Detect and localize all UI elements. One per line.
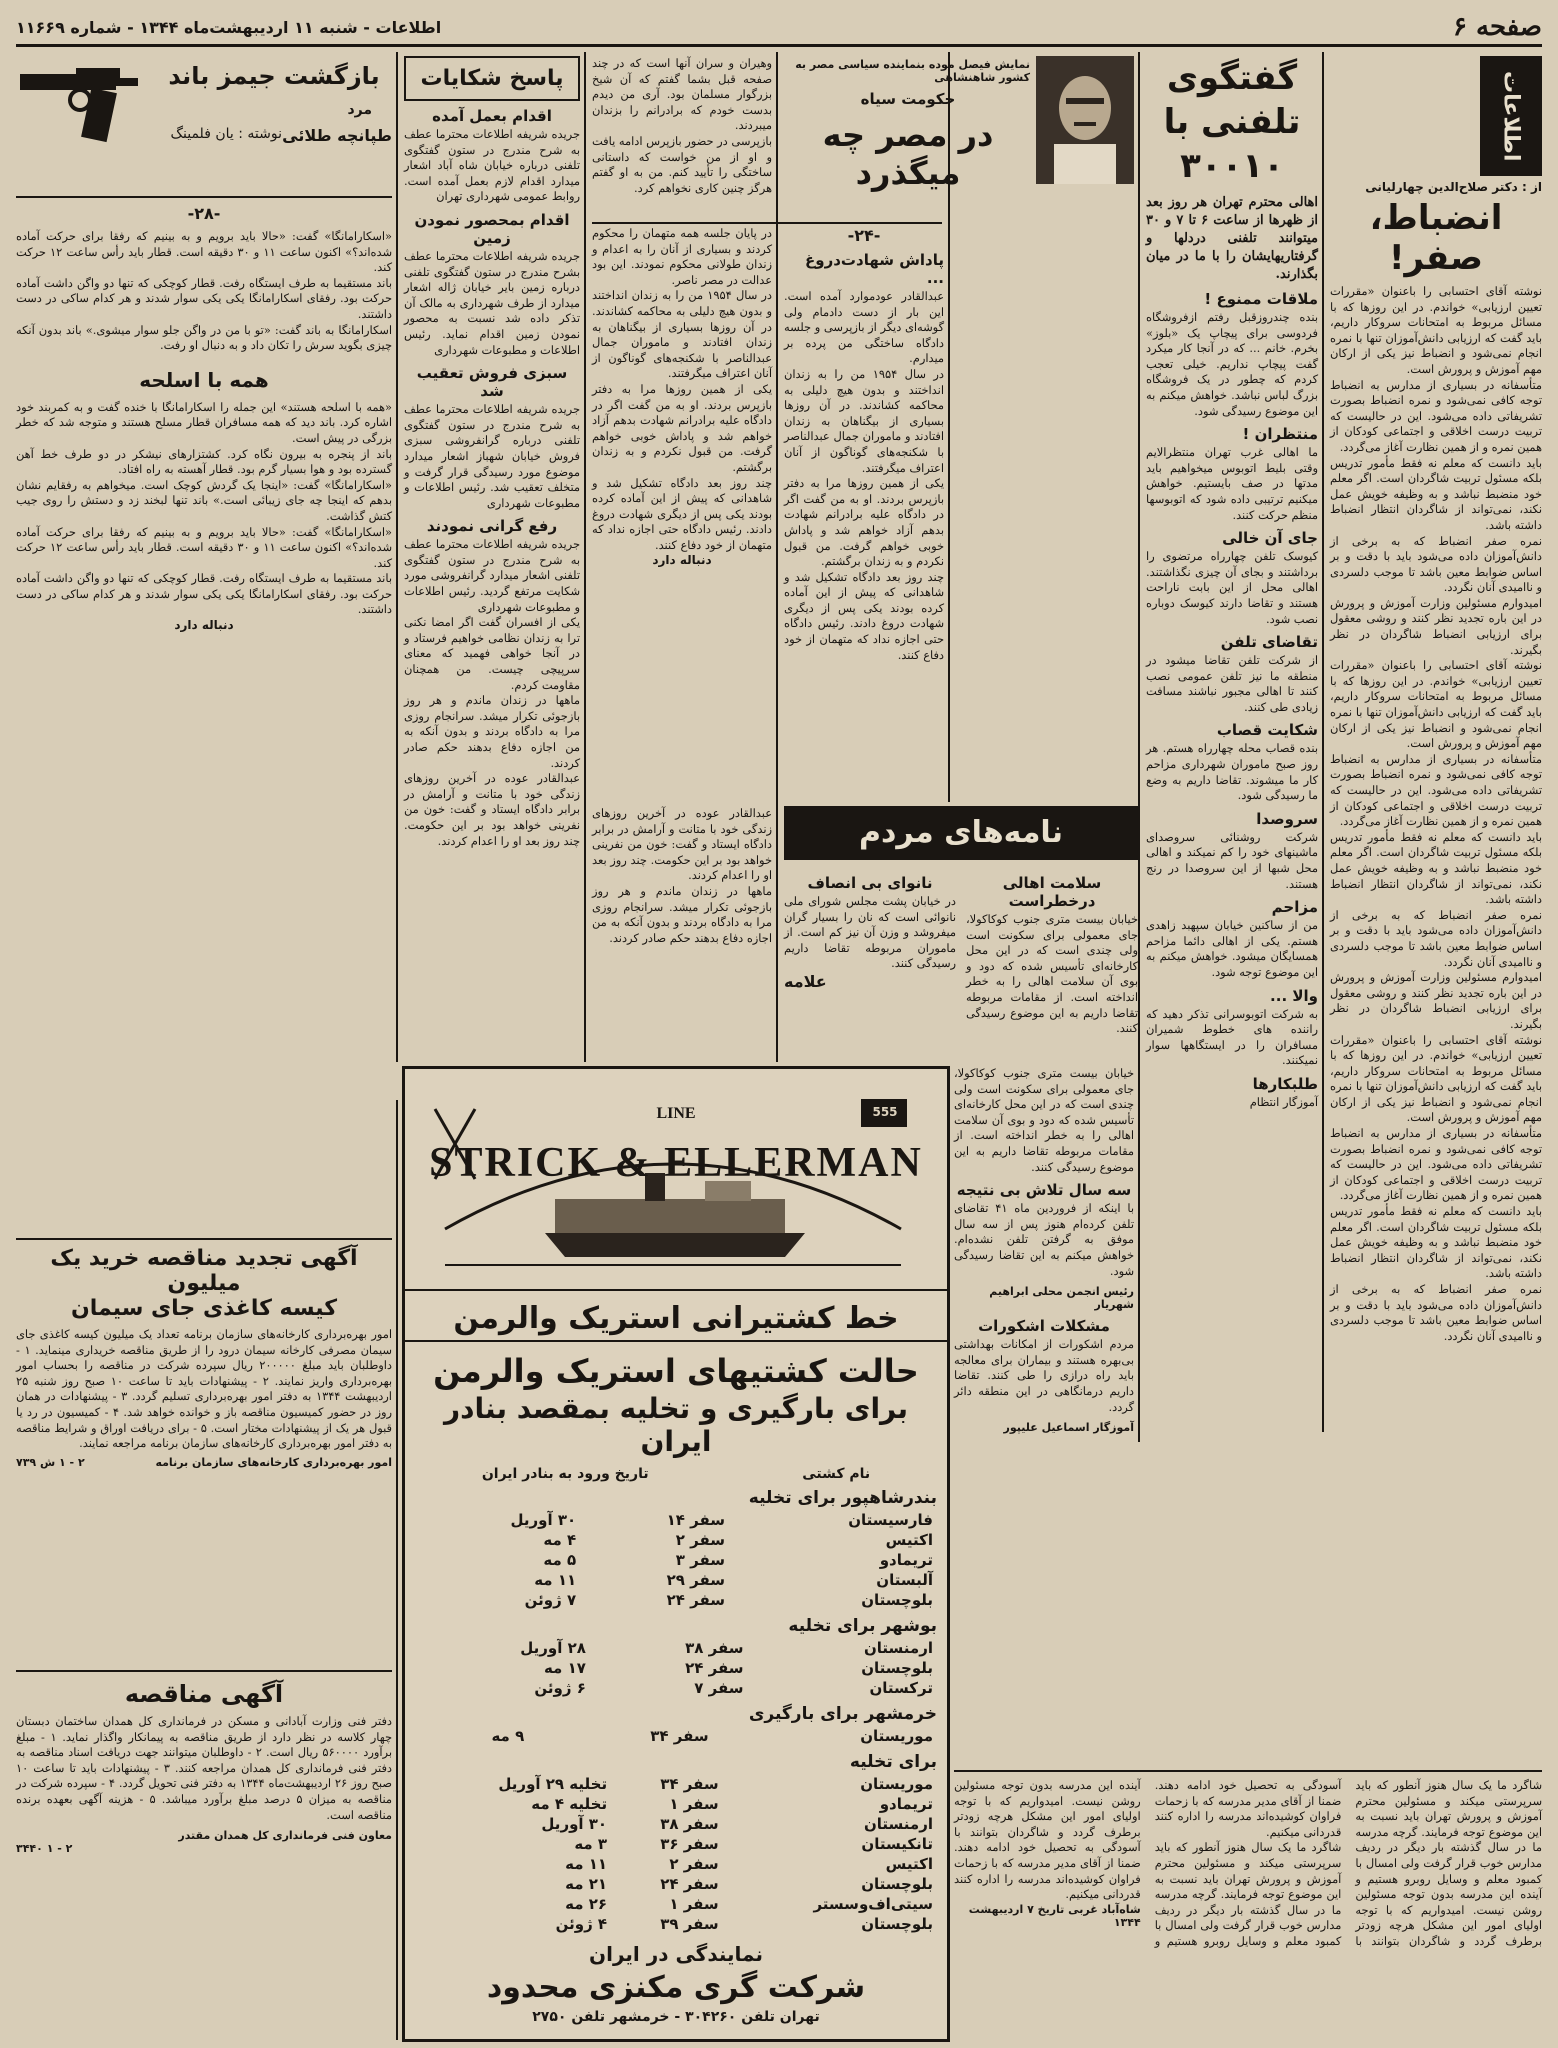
table-row xyxy=(415,1678,937,1698)
article-paragraph: باید دانست که معلم نه فقط مأمور تدریس بلکه مسئول تربیت شاگردان است. اگر معلم خود منضبط نباشد و به وظیفه خویش عمل نکند، نمی‌تواند از شاگردان انتظار انضباط داشته باشد. xyxy=(1326,1204,1542,1281)
arrival-date: تخلیه ۲۹ آوریل xyxy=(498,1775,608,1793)
egypt-column-a xyxy=(780,226,945,802)
page-header xyxy=(16,10,1542,47)
answer-heading: سبزی فروش تعقیب شد xyxy=(416,364,568,401)
section-text: آموزگار انتظام xyxy=(1249,1094,1318,1109)
tender-body: امور بهره‌برداری کارخانه‌های سازمان برنامه تعداد یک میلیون کیسه کاغذی جای سیمان مصرفی کارخانه سیمان درود را از طریق مناقصه خریداری مینماید. ۱ - داوطلبان باید مبلغ ۲۰۰۰۰۰ ریال سپرده شرکت در مناقصه را بحساب امور بهره‌برداری واریز نمایند. ۲ - پیشنهادات باید تا ساعت ۱۰ صبح روز شنبه ۲۵ اردیبهشت ۱۳۴۴ به دفتر امور بهره‌برداری تسلیم گردد. ۳ - پیشنهادات در همان روز در حضور کمیسیون مناقصه باز و خوانده خواهد شد. ۴ - کمیسیون در رد یا قبول هر یک از پیشنهادات مختار است. ۵ - برای دریافت اوراق و شرایط مناقصه به دفتر امور بهره‌برداری کارخانه‌های سازمان برنامه مراجعه نمایند. xyxy=(12,1327,392,1451)
schedule-header xyxy=(405,1466,947,1482)
arrival-date: ۲۱ مه xyxy=(565,1875,608,1893)
arrival-date: ۲۶ مه xyxy=(565,1895,608,1913)
section-text: من از ساکنین خیابان سپهبد زاهدی هستم. یکی از اهالی دائما مزاحم همسایگان میشود. خواهش میکنم به این موضوع توجه شود. xyxy=(1142,918,1318,979)
voyage: سفر ۲۴ xyxy=(660,1875,719,1893)
serial-paragraph: «اسکارامانگا» گفت: «حالا باید برویم و به بینیم که رفقا برای حرکت آماده شده‌اند؟» اکنون ساعت ۱۱ و ۳۰ دقیقه است. قطار باید رأس ساعت ۱۲ حرکت کند. xyxy=(12,229,392,275)
letter-signature: آموزگار اسماعیل علیپور xyxy=(1003,1421,1134,1435)
table-row xyxy=(415,1530,937,1550)
bond-author: نوشته : یان فلمینگ xyxy=(170,126,282,142)
voyage: سفر ۳۴ xyxy=(660,1775,719,1793)
article-paragraph: نوشته آقای احتسابی را باعنوان «مقررات تعیین ارزیابی» خواندم. در این روزها که با مسائل مربوط به امتحانات سروکار داریم، باید گفت که ارزیابی دانش‌آموزان تنها با نمره انجام نمی‌شود و انضباط نیز یکی از ارکان مهم آموزش و پرورش است. xyxy=(1326,284,1542,376)
section-heading: پاداش شهادت‌دروغ ... xyxy=(805,251,944,287)
letters-column-2 xyxy=(950,1066,1134,1756)
answer-heading: اقدام بعمل آمده xyxy=(432,107,552,125)
divider xyxy=(16,196,392,198)
article-paragraph: عبدالقادر عودموارد آمده است. این بار از دست دادمام ولی گوشه‌ای دیگر از بازپرسی و جلسه دادگاه ساختگی من پرده بر میدارم. xyxy=(780,289,944,366)
arrival-date: ۴ مه xyxy=(543,1531,577,1549)
voyage: سفر ۳۹ xyxy=(660,1915,719,1933)
feature-paragraph: عبدالقادر عوده در آخرین روزهای زندگی خود با متانت و آرامش در برابر دادگاه ایستاد و گفت: خون من نفرینی خواهد بود بر این حکومت. چند روز بعد او را اعدام کردند. xyxy=(400,771,580,848)
table-row xyxy=(415,1774,937,1794)
letters-banner: نامه‌های مردم xyxy=(784,806,1138,860)
arrival-date: ۳ مه xyxy=(574,1835,608,1853)
voyage: سفر ۲۴ xyxy=(666,1591,725,1609)
port-label: بوشهر برای تخلیه xyxy=(788,1616,937,1636)
answer-text: جریده شریفه اطلاعات محترما عطف به شرح مندرج در ستون گفتگوی تلفنی اشعار میدارد گرانفروشی مورد شکایت مرتفع گردید. رئیس اطلاعات و مطبوعات شهرداری xyxy=(400,537,580,614)
ship-name: بلوچستان xyxy=(861,1875,933,1893)
arrival-date: ۹ مه xyxy=(491,1727,525,1745)
ship-name: تریمادو xyxy=(879,1551,933,1569)
arrival-date: ۶ ژوئن xyxy=(534,1679,586,1697)
egypt-title: در مصر چه میگذرد xyxy=(822,116,994,192)
article-paragraph: چند روز بعد دادگاه تشکیل شد و شاهدانی که پیش از این آماده کرده بودند یکی پس از دیگری شهادت دروغ دادند. رئیس دادگاه حتی اجازه نداد که متهمان از خود دفاع کنند. xyxy=(780,569,944,662)
ship-name: موریستان xyxy=(860,1727,933,1745)
serial-paragraph: «اسکارامانگا» گفت: «حالا باید برویم و به بینیم که رفقا برای حرکت آماده شده‌اند؟» اکنون ساعت ۱۱ و ۳۰ دقیقه است. قطار باید رأس ساعت ۱۲ حرکت کند. xyxy=(12,524,392,570)
serial-paragraph: باند از پنجره به بیرون نگاه کرد. کشتزارهای نیشکر در دو طرف خط آهن گسترده بود و هوا بسیار گرم بود. قطار آهسته به راه افتاد. xyxy=(12,446,392,477)
article-paragraph: نمره صفر انضباط که به برخی از دانش‌آموزان داده می‌شود باید با دقت و بر اساس ضوابط معین باشد تا موجب دلسردی و ناامیدی آنان نگردد. xyxy=(1326,533,1543,595)
article-paragraph: یکی از همین روزها مرا به دفتر بازپرس بردند. او به من گفت اگر در دادگاه علیه برادرانم شهادت بدهم آزاد خواهم شد و پاداش خوبی خواهم گرفت. من قبول نکردم و به زندان برگشتم. xyxy=(588,381,772,474)
table-row xyxy=(415,1726,937,1746)
ship-name: بلوچستان xyxy=(861,1915,933,1933)
bond-header xyxy=(16,56,392,196)
section-heading: والا ... xyxy=(1270,986,1318,1005)
page-number: صفحه ۶ xyxy=(1453,12,1542,42)
ship-name: تریمادو xyxy=(879,1795,933,1813)
letter-item xyxy=(780,868,956,1037)
table-row xyxy=(415,1834,937,1854)
section-text: به شرکت اتوبوسرانی تذکر دهید که راننده های خطوط شمیران مسافران را در ایستگاهها سوار نمیکنند. xyxy=(1142,1006,1318,1068)
serial-paragraph: «اسکارامانگا» گفت: «اینجا یک گردش کوچک است. میخواهم به رفقایم نشان بدهم که اینجا چه جای زیبائی است.» باند تنها لبخند زد و دستش را روی جیب کتش گذاشت. xyxy=(12,477,392,523)
ship-name: ترکستان xyxy=(869,1679,933,1697)
bond-subtitle-1: مرد xyxy=(347,102,372,118)
ship-name: بلوچستان xyxy=(861,1591,933,1609)
tender-title-2: کیسه کاغذی جای سیمان xyxy=(70,1296,338,1321)
tender-notice-cement xyxy=(12,1246,392,1666)
table-row xyxy=(415,1914,937,1934)
table-row xyxy=(415,1550,937,1570)
arrival-date: ۱۷ مه xyxy=(543,1659,586,1677)
table-row xyxy=(415,1794,937,1814)
ship-name: فارسیستان xyxy=(848,1511,933,1529)
col-header-date: تاریخ ورود به بنادر ایران xyxy=(481,1466,649,1482)
letter-text: خیابان بیست متری جنوب کوکاکولا، جای معمولی برای سکونت است ولی چندی است که در این محل کارخانه‌ای تأسیس شده که دود و بوی آن سلامت اهالی را به خطر انداخته است. از مقامات مربوطه تقاضا داریم به این موضوع رسیدگی کنند. xyxy=(950,1066,1134,1174)
serial-paragraph: اسکارامانگا به باند گفت: «تو با من در واگن جلو سوار میشوی.» باند بدون آنکه چیزی بگوید سرش را تکان داد و به دنبال او رفت. xyxy=(12,322,392,353)
table-row xyxy=(415,1510,937,1530)
letter-bottom-columns xyxy=(950,1778,1542,1950)
tender-title: آگهی مناقصه xyxy=(124,1680,284,1708)
egypt-headline-block xyxy=(784,56,1134,196)
answers-title: پاسخ شکایات xyxy=(404,56,580,101)
schedule-table xyxy=(415,1726,937,1746)
egypt-subhead: حکومت سیاه xyxy=(860,90,956,108)
newspaper-logo: اطلاعات xyxy=(1480,56,1542,176)
letter-text: در خیابان پشت مجلس شورای ملی نانوائی است که نان را بسیار گران میفروشد و وزن آن نیز کم است. از ماموران مربوطه تقاضا داریم رسیدگی کنند. xyxy=(780,894,956,971)
col-header-ship: نام کشتی xyxy=(802,1466,871,1482)
feature-paragraph: یکی از افسران گفت اگر امضا نکنی ترا به زندان نظامی خواهیم فرستاد و در آنجا خواهی فهمید که معنای سرپیچی چیست. من همچنان مقاومت کردم. xyxy=(400,615,580,692)
column-rule xyxy=(1322,52,1324,1432)
arrival-date: ۵ مه xyxy=(543,1551,577,1569)
tender-footer xyxy=(16,1456,392,1469)
letter-heading: سه سال تلاش بی نتیجه xyxy=(956,1181,1132,1200)
section-heading: جای آن خالی xyxy=(1222,529,1318,548)
episode-number: -۲۸- xyxy=(187,204,221,223)
voyage: سفر ۱۴ xyxy=(666,1511,725,1529)
table-row xyxy=(415,1590,937,1610)
answer-text: جریده شریفه اطلاعات محترما عطف به شرح مندرج در ستون گفتگوی تلفنی درباره خیابان شاه آباد اشعار میدارد اقدام لازم بعمل آمده است. روابط عمومی شهرداری تهران xyxy=(400,127,580,204)
section-heading: منتظران ! xyxy=(1242,425,1318,444)
episode-number: -۲۴- xyxy=(847,226,881,245)
issue-line: اطلاعات - شنبه ۱۱ اردیبهشت‌ماه ۱۳۴۴ - شماره ۱۱۶۶۹ xyxy=(16,17,442,37)
letter-text: شاگرد ما یک سال هنوز آنطور که باید سرپرستی میکند و مسئولین محترم آموزش و پرورش تهران باید نسبت به این موضوع توجه فرمایند. گرچه مدرسه ما در سال گذشته بار دیگر در ردیف مدارس خوب قرار گرفت ولی امسال با کمبود معلم و وسایل روبرو هستیم و آینده این مدرسه بدون توجه مسئولین روشن نیست. امیدواریم که با توجه اولیای امور این مشکل هرچه زودتر برطرف گردد و شاگردان بتوانند با آسودگی به تحصیل خود ادامه دهند. ضمنا از آقای مدیر مدرسه که با زحمات فراوان کوشیده‌اند مدرسه را اداره کنند قدردانی میکنیم. xyxy=(950,1778,1342,1948)
article-paragraph: یکی از همین روزها مرا به دفتر بازپرس بردند. او به من گفت اگر در دادگاه علیه برادرانم شهادت بدهم آزاد خواهم شد و پاداش خوبی خواهم گرفت. من قبول نکردم و به زندان برگشتم. xyxy=(780,476,944,569)
egypt-column-b xyxy=(588,226,773,802)
letter-bottom xyxy=(950,1770,1542,2034)
phone-column xyxy=(1141,56,1318,1436)
schedule-group xyxy=(415,1704,937,1746)
voyage: سفر ۳۸ xyxy=(660,1815,719,1833)
section-heading: مزاحم xyxy=(1271,898,1318,917)
continued-note: دنباله دارد xyxy=(652,553,712,568)
arrival-date: ۷ ژوئن xyxy=(524,1591,577,1609)
divider xyxy=(954,1770,1542,1772)
port-label: خرمشهر برای بارگیری xyxy=(748,1704,937,1724)
ship-name: اکتیس xyxy=(885,1531,933,1549)
letters-block xyxy=(780,806,1138,1062)
table-row xyxy=(415,1874,937,1894)
bond-subtitle-2: طپانچه طلائی xyxy=(282,126,392,145)
feature-continuation xyxy=(588,806,772,1062)
arrival-date: ۳۰ آوریل xyxy=(541,1815,608,1833)
letters-row xyxy=(780,868,1138,1037)
answers-column xyxy=(400,56,580,1056)
voyage: سفر ۳ xyxy=(675,1551,725,1569)
article-paragraph: امیدوارم مسئولین وزارت آموزش و پرورش در این باره تجدید نظر کنند و روشی معقول برای ارزیابی انضباط شاگردان در نظر بگیرند. xyxy=(1326,970,1542,1031)
section-heading: طلبکارها xyxy=(1252,1074,1318,1093)
voyage: سفر ۱ xyxy=(669,1895,719,1913)
table-row xyxy=(415,1854,937,1874)
ad-headline-1: خط کشتیرانی استریک والرمن xyxy=(453,1301,899,1336)
section-text: کیوسک تلفن چهارراه مرتضوی را برداشتند و بجای آن چیزی نگذاشتند. اهالی محل از این بابت ناراحت هستند و تقاضا دارند کیوسک دوباره نصب شود. xyxy=(1142,549,1318,626)
voyage: سفر ۲۴ xyxy=(685,1659,744,1677)
agency-label: نمایندگی در ایران xyxy=(589,1942,763,1966)
port-label: برای تخلیه xyxy=(849,1752,937,1772)
voyage: سفر ۲ xyxy=(675,1531,725,1549)
table-row xyxy=(415,1638,937,1658)
section-heading: تقاضای تلفن xyxy=(1220,633,1318,652)
ad-banner xyxy=(405,1069,947,1291)
section-text: بنده چندروزقبل رفتم ازفروشگاه فردوسی برای پیچاپ یک «بلوز» بخرم. خانم ... که در آنجا کار میکرد گفت پیچاپ نداریم. خیلی تعجب کردم که چطور در یک فروشگاه بزرگ لباس نباشد. خواهش میکنم به این موضوع رسیدگی شود. xyxy=(1142,310,1318,418)
article-paragraph: نوشته آقای احتسابی را باعنوان «مقررات تعیین ارزیابی» خواندم. در این روزها که با مسائل مربوط به امتحانات سروکار داریم، باید گفت که ارزیابی دانش‌آموزان تنها با نمره انجام نمی‌شود و انضباط نیز یکی از ارکان مهم آموزش و پرورش است. xyxy=(1326,1032,1542,1125)
ship-name: ارمنستان xyxy=(863,1639,933,1657)
tender-body: دفتر فنی وزارت آبادانی و مسکن در فرمانداری کل همدان ساختمان دبستان چهار کلاسه در نظر دارد از طریق مناقصه به پیمانکار واگذار نماید. ۱ - مبلغ برآورد ۵۶۰۰۰۰ ریال است. ۲ - داوطلبان میتوانند جهت دریافت اسناد مناقصه به دفتر فنی فرمانداری کل همدان مراجعه کنند. ۳ - پیشنهادات باید تا ساعت ۱۰ صبح روز ۲۶ اردیبهشت‌ماه ۱۳۴۴ به دفتر فنی تحویل گردد. ۴ - سپرده شرکت در مناقصه به میزان ۵ درصد مبلغ برآورد میباشد. ۵ - هزینه آگهی بعهده برنده مناقصه است. xyxy=(12,1714,393,1822)
letter-signature: رئیس انجمن محلی ابراهیم شهریار xyxy=(989,1285,1134,1312)
letter-heading: سلامت اهالی درخطراست xyxy=(1002,874,1102,910)
feature-paragraph: ماهها در زندان ماندم و هر روز بازجوئی تکرار میشد. سرانجام روزی مرا به دادگاه بردند و بدون آنکه به من اجازه دفاع بدهند حکم صادر کردند. xyxy=(588,883,772,945)
article-paragraph: نمره صفر انضباط که به برخی از دانش‌آموزان داده می‌شود باید با دقت و بر اساس ضوابط معین باشد تا موجب دلسردی و ناامیدی آنان نگردد. xyxy=(1326,907,1543,969)
letter-signature: علامه xyxy=(784,971,827,991)
portrait-icon xyxy=(1036,56,1134,184)
answer-heading: رفع گرانی نمودند xyxy=(426,517,558,536)
article-paragraph: در سال ۱۹۵۴ من را به زندان انداختند و بدون هیچ دلیلی به محاکمه کشاندند. در آن روزها بسیاری از بیگناهان به زندان افتادند و ماموران جمال عبدالناصر با شکنجه‌های گوناگون از آنان اعتراف میگرفتند. xyxy=(780,366,945,475)
byline: از : دکتر صلاح‌الدین چهارلیانی xyxy=(1365,180,1542,194)
divider xyxy=(405,1340,947,1342)
egypt-title-rule xyxy=(592,196,942,226)
section-heading: ملاقات ممنوع ! xyxy=(1204,290,1318,308)
arrival-date: تخلیه ۴ مه xyxy=(531,1795,608,1813)
article-paragraph: نوشته آقای احتسابی را باعنوان «مقررات تعیین ارزیابی» خواندم. در این روزها که با مسائل مربوط به امتحانات سروکار داریم، باید گفت که ارزیابی دانش‌آموزان تنها با نمره انجام نمی‌شود و انضباط نیز یکی از ارکان مهم آموزش و پرورش است. xyxy=(1326,658,1542,751)
serial-paragraph: باند مستقیما به طرف ایستگاه رفت. قطار کوچکی که تنها دو واگن داشت آماده حرکت بود. رفقای اسکارامانگا یکی یکی سوار شدند و هر کدام ساکی در دست داشتند. xyxy=(12,571,392,617)
feature-paragraph: ماهها در زندان ماندم و هر روز بازجوئی تکرار میشد. سرانجام روزی مرا به دادگاه بردند و بدون آنکه به من اجازه دفاع بدهند حکم صادر کردند. xyxy=(400,693,580,770)
egypt-kicker: نمایش فیصل موده بنماینده سیاسی مصر به کشور شاهنشاهی xyxy=(795,58,1030,84)
schedule-table xyxy=(415,1638,937,1698)
voyage: سفر ۲ xyxy=(669,1855,719,1873)
feature-column-top xyxy=(588,56,772,196)
phone-intro: اهالی محترم تهران هر روز بعد از ظهرها از ساعت ۶ تا ۷ و ۳۰ میتوانند تلفنی دردلها و گرفتاریهایشان را با ما در میان بگذارند. xyxy=(1141,195,1318,282)
agency-phones: تهران تلفن ۳۰۴۲۶۰ - خرمشهر تلفن ۲۷۵۰ xyxy=(532,2009,820,2025)
voyage: سفر ۱ xyxy=(669,1795,719,1813)
article-paragraph: باید دانست که معلم نه فقط مأمور تدریس بلکه مسئول تربیت شاگردان است. اگر معلم خود منضبط نباشد و به وظیفه خویش عمل نکند، نمی‌تواند از شاگردان انتظار انضباط داشته باشد. xyxy=(1326,829,1542,907)
shipping-ad xyxy=(402,1066,950,2042)
letter-item xyxy=(962,868,1138,1037)
port-label: بندرشاهپور برای تخلیه xyxy=(748,1488,937,1508)
tender-signer: معاون فنی فرمانداری کل همدان مقتدر xyxy=(178,1829,392,1843)
feature-paragraph: عبدالقادر عوده در آخرین روزهای زندگی خود با متانت و آرامش در برابر دادگاه ایستاد و گفت: خون من نفرینی خواهد بود بر این حکومت. چند روز بعد او را اعدام کردند. xyxy=(588,806,772,883)
ad-flag-number: 555 xyxy=(872,1105,898,1119)
tender-code: ۲ - ۱ ۳۴۴۰ xyxy=(16,1842,73,1856)
column-rule xyxy=(584,52,586,1062)
letter-text: شاگرد ما یک سال هنوز آنطور که باید سرپرستی میکند و مسئولین محترم آموزش و پرورش تهران باید نسبت به این موضوع توجه فرمایند. گرچه مدرسه ما در سال گذشته بار دیگر در ردیف مدارس خوب قرار گرفت ولی امسال با کمبود معلم و وسایل روبرو هستیم و آینده این مدرسه بدون توجه مسئولین روشن نیست. امیدواریم که با توجه اولیای امور این مشکل هرچه زودتر برطرف گردد و شاگردان بتوانند با آسودگی به تحصیل خود ادامه دهند. ضمنا از آقای مدیر مدرسه که با زحمات فراوان کوشیده‌اند مدرسه را اداره کنند قدردانی میکنیم. xyxy=(1151,1778,1542,1948)
letter-text: با اینکه از فروردین ماه ۴۱ تقاضای تلفن کرده‌ام هنوز پس از سه سال موفق به گرفتن تلفن نشده‌ام. خواهش میکنم به این تقاضا رسیدگی شود. xyxy=(950,1201,1134,1278)
ad-headline-2: حالت کشتیهای استریک والرمن xyxy=(433,1352,919,1390)
article-paragraph: چند روز بعد دادگاه تشکیل شد و شاهدانی که پیش از این آماده کرده بودند یکی پس از دیگری شهادت دروغ دادند. رئیس دادگاه حتی اجازه نداد که متهمان از خود دفاع کنند. xyxy=(588,475,772,552)
article-paragraph: امیدوارم مسئولین وزارت آموزش و پرورش در این باره تجدید نظر کنند و روشی معقول برای ارزیابی انضباط شاگردان در نظر بگیرند. xyxy=(1326,595,1542,657)
schedule-table xyxy=(415,1774,937,1934)
schedule-group xyxy=(415,1488,937,1610)
tender-code: ۲ - ۱ ش ۷۳۹ xyxy=(16,1455,85,1469)
column-rule xyxy=(1138,52,1140,1442)
column-rule xyxy=(396,52,398,1062)
bond-title: بازگشت جیمز باند xyxy=(168,62,380,90)
tender-signer: امور بهره‌برداری کارخانه‌های سازمان برنامه xyxy=(155,1455,392,1469)
arrival-date: ۱۱ مه xyxy=(534,1571,577,1589)
article-title: انضباط، صفر! xyxy=(1369,198,1503,278)
ship-name: آلبستان xyxy=(876,1571,933,1589)
ship-name: تانکیستان xyxy=(861,1835,933,1853)
divider xyxy=(592,222,942,224)
answer-text: جریده شریفه اطلاعات محترما عطف بشرح مندرج در ستون گفتگوی تلفنی درباره زمین بایر خیابان ژاله اشعار میدارد از طرف شهرداری به مالک آن تذکر داده شد نسبت به محصور نمودن زمین اقدام نماید. رئیس اطلاعات و مطبوعات شهرداری xyxy=(400,248,580,357)
continued-note: دنباله دارد xyxy=(174,618,234,633)
section-text: شرکت روشنائی سروصدای ماشینهای خود را کم نمیکند و اهالی محل شبها از این سروصدا در رنج هستند. xyxy=(1142,829,1318,891)
voyage: سفر ۳۶ xyxy=(660,1835,719,1853)
letter-text: مردم اشکورات از امکانات بهداشتی بی‌بهره هستند و بیماران برای معالجه باید راه درازی را طی کنند. تقاضا داریم درمانگاهی در این منطقه دائر گردد. xyxy=(950,1337,1134,1414)
table-row xyxy=(415,1570,937,1590)
article-paragraph: متأسفانه در بسیاری از مدارس به انضباط توجه کافی نمی‌شود و نمره انضباط بصورت تشریفاتی داده می‌شود. این در حالیست که تربیت درست اخلاقی و اجتماعی کودکان از همین نمره و از همین نظارت آغاز می‌گردد. xyxy=(1326,1126,1542,1203)
article-paragraph: متأسفانه در بسیاری از مدارس به انضباط توجه کافی نمی‌شود و نمره انضباط بصورت تشریفاتی داده می‌شود. این در حالیست که تربیت درست اخلاقی و اجتماعی کودکان از همین نمره و از همین نظارت آغاز می‌گردد. xyxy=(1326,751,1542,829)
article-paragraph: بازپرسی در حضور بازپرس ادامه یافت و او از من خواست که داستانی ساختگی را تأیید کنم. من به او گفتم هرگز چنین کاری نخواهم کرد. xyxy=(588,133,772,195)
letter-heading: نانوای بی انصاف xyxy=(807,874,933,892)
phone-column-title: گفتگوی تلفنی با ۳۰۰۱۰ xyxy=(1163,58,1301,186)
section-heading: همه با اسلحه xyxy=(139,367,269,392)
tender-title: آگهی تجدید مناقصه خرید یک میلیون xyxy=(50,1246,358,1296)
divider xyxy=(16,1238,392,1240)
letter-text: خیابان بیست متری جنوب کوکاکولا، جای معمولی برای سکونت است ولی چندی است که در این محل کارخانه‌ای تأسیس شده که دود و بوی آن سلامت اهالی را به خطر انداخته است. از مقامات مربوطه تقاضا داریم به این موضوع رسیدگی کنند. xyxy=(962,912,1138,1036)
table-row xyxy=(415,1814,937,1834)
schedule-table xyxy=(415,1510,937,1610)
article-paragraph: وهیران و سران آنها است که در چند صفحه قبل بشما گفتم که آن شیخ بزرگوار مسلمان بود. آری من دیدم بدست خودم که برادرانم را بزندان میبردند. xyxy=(588,56,772,133)
table-row xyxy=(415,1894,937,1914)
arrival-date: ۱۱ مه xyxy=(565,1855,608,1873)
ship-name: سیتی‌اف‌وسستر xyxy=(813,1895,933,1913)
schedule xyxy=(405,1488,947,1934)
article-discipline xyxy=(1326,56,1543,2036)
schedule-group xyxy=(415,1752,937,1934)
ad-brand: STRICK & ELLERMAN xyxy=(429,1140,923,1186)
article-paragraph: نمره صفر انضباط که به برخی از دانش‌آموزان داده می‌شود باید با دقت و بر اساس ضوابط معین باشد تا موجب دلسردی و ناامیدی آنان نگردد. xyxy=(1326,1282,1543,1343)
bond-serial xyxy=(12,56,392,1236)
voyage: سفر ۳۴ xyxy=(650,1727,709,1745)
ad-headline-3: برای بارگیری و تخلیه بمقصد بنادر ایران xyxy=(444,1392,908,1458)
ship-name: ارمنستان xyxy=(863,1815,933,1833)
divider xyxy=(16,1670,392,1672)
article-paragraph: متأسفانه در بسیاری از مدارس به انضباط توجه کافی نمی‌شود و نمره انضباط بصورت تشریفاتی داده می‌شود. این در حالیست که تربیت درست اخلاقی و اجتماعی کودکان از همین نمره و از همین نظارت آغاز می‌گردد. xyxy=(1326,377,1542,454)
letter-signature: شاه‌آباد غربی تاریخ ۷ اردیبهشت ۱۳۴۴ xyxy=(968,1902,1141,1929)
arrival-date: ۳۰ آوریل xyxy=(510,1511,577,1529)
tender-notice-school xyxy=(12,1680,393,2036)
ship-name: موریستان xyxy=(860,1775,933,1793)
section-text: ما اهالی غرب تهران منتظرالایم وقتی بلیط اتوبوس میخواهیم باید مدتها در صف بایستیم. خواهش میکنیم ترتیبی داده شود که اتوبوسها منظم حرکت کنند. xyxy=(1142,445,1318,522)
portrait-photo xyxy=(1036,56,1134,184)
arrival-date: ۲۸ آوریل xyxy=(520,1639,586,1657)
serial-paragraph: باند مستقیما به طرف ایستگاه رفت. قطار کوچکی که تنها دو واگن داشت آماده حرکت بود. رفقای اسکارامانگا یکی یکی سوار شدند و هر کدام ساکی در دست داشتند. xyxy=(12,275,392,321)
article-paragraph: در پایان جلسه همه متهمان را محکوم کردند و بسیاری از آنان را به اعدام و زندان طولانی محکوم نمودند. این بود عدالت در مصر ناصر. xyxy=(588,226,772,287)
answer-heading: اقدام بمحصور نمودن زمین xyxy=(414,210,570,247)
section-heading: سروصدا xyxy=(1256,809,1318,828)
voyage: سفر ۷ xyxy=(694,1679,744,1697)
voyage: سفر ۳۸ xyxy=(685,1639,744,1657)
arrival-date: ۴ ژوئن xyxy=(555,1915,608,1933)
answer-text: جریده شریفه اطلاعات محترما عطف به شرح مندرج در ستون گفتگوی تلفنی درباره گرانفروشی سبزی فروش خیابان شهباز اشعار میدارد موضوع مورد رسیدگی قرار گرفت و متخلف تعقیب شد. رئیس اطلاعات و مطبوعات شهرداری xyxy=(400,402,580,510)
schedule-group xyxy=(415,1616,937,1698)
article-paragraph: در سال ۱۹۵۴ من را به زندان انداختند و بدون هیچ دلیلی به محاکمه کشاندند. در آن روزها بسیاری از بیگناهان به زندان افتادند و ماموران جمال عبدالناصر با شکنجه‌های گوناگون از آنان اعتراف میگرفتند. xyxy=(588,288,773,381)
ship-name: اکتیس xyxy=(885,1855,933,1873)
section-text: از شرکت تلفن تقاضا میشود در منطقه ما نیز تلفن عمومی نصب کنند تا اهالی مجبور نباشند مسافت زیادی طی کنند. xyxy=(1142,653,1318,714)
section-heading: شکایت قصاب xyxy=(1216,721,1318,740)
section-text: بنده قصاب محله چهارراه هستم. هر روز صبح ماموران شهرداری مزاحم کار ما میشوند. تقاضا داریم به وضع ما رسیدگی شود. xyxy=(1142,741,1318,803)
ship-name: بلوچستان xyxy=(861,1659,933,1677)
table-row xyxy=(415,1658,937,1678)
article-paragraph: باید دانست که معلم نه فقط مأمور تدریس بلکه مسئول تربیت شاگردان است. اگر معلم خود منضبط نباشد و به وظیفه خویش عمل نکند، نمی‌تواند از شاگردان انتظار انضباط داشته باشد. xyxy=(1326,455,1542,532)
column-rule xyxy=(396,1100,398,2040)
voyage: سفر ۲۹ xyxy=(666,1571,725,1589)
letter-heading: مشکلات اشکورات xyxy=(978,1317,1110,1336)
serial-paragraph: «همه با اسلحه هستند» این جمله را اسکارامانگا با خنده گفت و به کمربند خود اشاره کرد. باند دید که همه مسافران قطار مسلح هستند و متوجه شد که خطر بزرگی در پیش است. xyxy=(12,399,392,445)
agency-name: شرکت گری مکنزی محدود xyxy=(486,1970,866,2005)
pistol-icon xyxy=(16,60,140,150)
ad-brand-sub: LINE xyxy=(656,1105,696,1122)
